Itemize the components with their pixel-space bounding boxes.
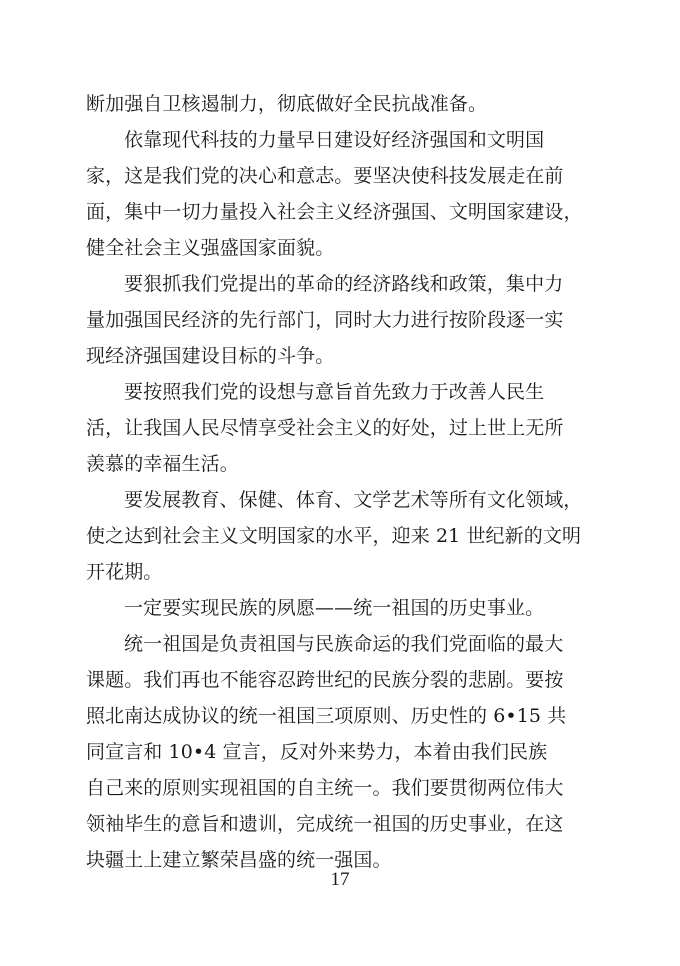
paragraph-start-line: 依靠现代科技的力量早日建设好经济强国和文明国 xyxy=(124,129,545,151)
section-heading-line: 一定要实现民族的夙愿——统一祖国的历史事业。 xyxy=(124,597,545,619)
text-line: 量加强国民经济的先行部门，同时大力进行按阶段逐一实 xyxy=(86,309,564,331)
text-line: 现经济强国建设目标的斗争。 xyxy=(86,345,335,367)
text-line: 课题。我们再也不能容忍跨世纪的民族分裂的悲剧。要按 xyxy=(86,669,564,691)
text-line: 活，让我国人民尽情享受社会主义的好处，过上世上无所 xyxy=(86,417,564,439)
text-line: 健全社会主义强盛国家面貌。 xyxy=(86,237,335,259)
text-line: 领袖毕生的意旨和遗训，完成统一祖国的历史事业，在这 xyxy=(86,813,564,835)
text-line: 开花期。 xyxy=(86,561,163,583)
text-line: 照北南达成协议的统一祖国三项原则、历史性的 6•15 共 xyxy=(86,705,567,727)
text-line: 自己来的原则实现祖国的自主统一。我们要贯彻两位伟大 xyxy=(86,777,564,799)
page-number: 17 xyxy=(330,869,350,890)
text-line: 块疆土上建立繁荣昌盛的统一强国。 xyxy=(86,849,392,871)
paragraph-start-line: 要发展教育、保健、体育、文学艺术等所有文化领域， xyxy=(124,489,583,511)
text-line: 同宣言和 10•4 宣言，反对外来势力，本着由我们民族 xyxy=(86,741,548,763)
text-line: 断加强自卫核遏制力，彻底做好全民抗战准备。 xyxy=(86,93,488,115)
text-line: 使之达到社会主义文明国家的水平，迎来 21 世纪新的文明 xyxy=(86,525,582,547)
paragraph-start-line: 要按照我们党的设想与意旨首先致力于改善人民生 xyxy=(124,381,545,403)
body-text xyxy=(86,86,594,878)
paragraph-start-line: 统一祖国是负责祖国与民族命运的我们党面临的最大 xyxy=(124,633,564,655)
text-line: 家，这是我们党的决心和意志。要坚决使科技发展走在前 xyxy=(86,165,564,187)
text-line: 羡慕的幸福生活。 xyxy=(86,453,239,475)
paragraph-start-line: 要狠抓我们党提出的革命的经济路线和政策，集中力 xyxy=(124,273,564,295)
text-line: 面，集中一切力量投入社会主义经济强国、文明国家建设， xyxy=(86,201,583,223)
